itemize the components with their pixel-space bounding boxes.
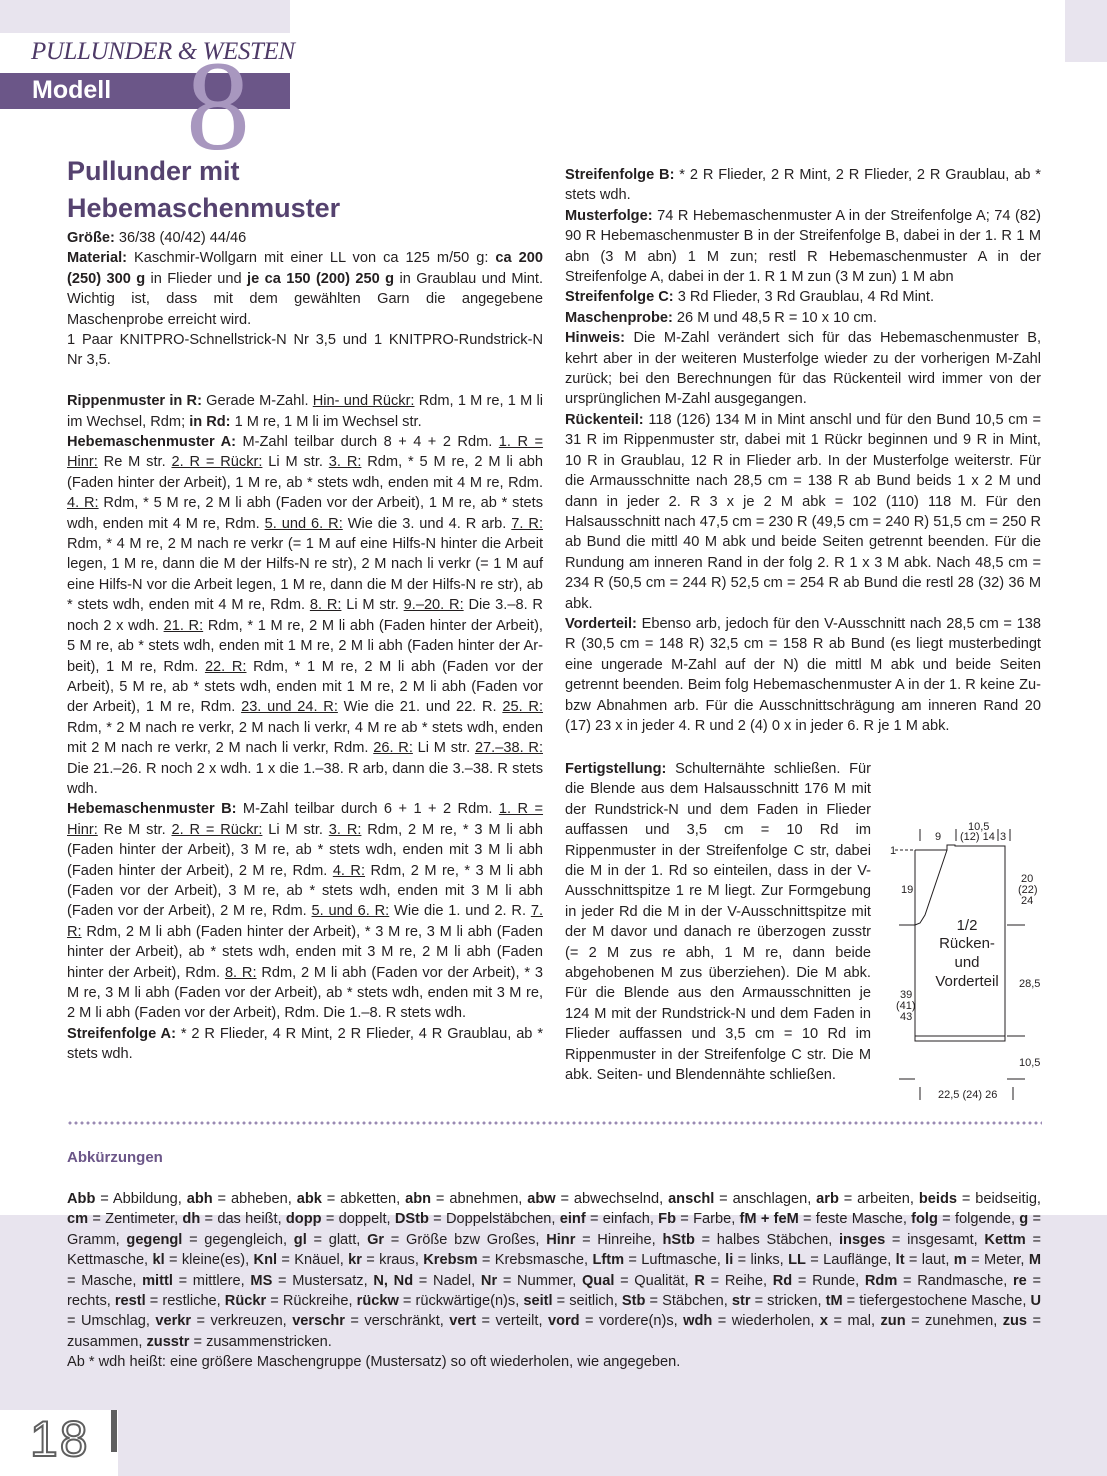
abkuerzung-term: tM <box>825 1293 843 1310</box>
abkuerzung-meaning: = stricken, <box>750 1293 826 1310</box>
abkuerzung-meaning: = Luftmasche, <box>624 1252 726 1269</box>
abkuerzung-item <box>839 1232 984 1248</box>
abkuerzung-term: x <box>819 1313 829 1330</box>
rippenmuster-paragraph: Rippenmuster in R: Gerade M-Zahl. Hin- und Rückr: Rdm, 1 M re, 1 M li im Wechsel, Rdm; in Rd: 1 M re, 1 M li im Wechsel str. <box>67 393 544 430</box>
modell-number: 8 <box>186 35 250 177</box>
abkuerzung-item <box>954 1252 1029 1268</box>
abkuerzung-item <box>880 1313 1002 1329</box>
schematic-label-39: 39 <box>900 989 913 1001</box>
abkuerzung-term: restl <box>114 1293 146 1310</box>
abkuerzung-item <box>582 1273 694 1289</box>
abkuerzung-meaning: = rückwärtige(n)s, <box>398 1293 524 1310</box>
abkuerzung-meaning: = Gramm, <box>67 1211 1041 1248</box>
abkuerzung-item <box>546 1232 662 1248</box>
schematic-label-1: 1 <box>890 845 897 857</box>
abkuerzung-item <box>297 1191 405 1207</box>
abkuerzung-meaning: = Abbildung, <box>95 1191 187 1207</box>
modell-label: Modell <box>32 76 112 104</box>
abkuerzung-item <box>725 1252 788 1268</box>
abkuerzung-item <box>254 1252 349 1268</box>
abkuerzung-item <box>126 1232 293 1248</box>
abkuerzung-item <box>357 1293 524 1309</box>
maschenprobe-paragraph: Maschenprobe: 26 M und 48,5 R = 10 x 10 cm. <box>565 309 877 326</box>
abkuerzung-term: gl <box>293 1231 307 1248</box>
abkuerzung-meaning: = wiederholen, <box>712 1313 820 1330</box>
abkuerzung-item <box>142 1273 250 1289</box>
streifenfolge-a-paragraph: Streifenfolge A: * 2 R Flieder, 4 R Mint, 2 R Flieder, 4 R Graublau, ab * stets wdh. <box>67 1025 543 1063</box>
hebemaschenmuster-b-paragraph: Hebemaschenmuster B: M-Zahl teilbar durch 6 + 1 + 2 Rdm. 1. R = Hinr: Re M str. 2. R = Rückr: Li M str. 3. R: Rdm, 2 M re, * 3 M li abh (Faden hinter der Arbeit), 3 M re, ab * stets wdh, enden mit 3 M li abh (Faden hinter der Arbeit), 2 M re, Rdm. 4. R: Rdm, 2 M re, * 3 M li abh (Faden vor der Arbeit), 3 M re, ab * stets wdh, enden mit 3 M li abh (Faden vor der Arbeit), 2 M re, Rdm. 5. und 6. R: Wie die 1. und 2. R. 7. R: Rdm, 2 M li abh (Faden hinter der Arbeit), * 3 M re, 3 M li abh (Faden hinter der Arbeit), ab * stets wdh, enden mit 3 M re, 2 M li abh (Faden hinter der Arbeit), Rdm. 8. R: Rdm, 2 M li abh (Faden vor der Arbeit), * 3 M re, 3 M li abh (Faden vor der Arbeit), ab * stets wdh, enden mit 3 M re, 2 M li abh (Faden vor der Arbeit), Rdm. Die 1.–8. R stets wdh. <box>67 801 544 1022</box>
abkuerzung-item <box>560 1211 658 1227</box>
page-number-bar <box>111 1410 117 1452</box>
schematic-piece-line-1: 1/2 <box>956 917 978 934</box>
abkuerzung-term: R <box>694 1272 705 1289</box>
title-line-1: Pullunder mit <box>67 156 240 186</box>
abkuerzung-term: mittl <box>142 1272 173 1289</box>
page-number: 18 <box>30 1411 90 1467</box>
right-column <box>565 165 1041 736</box>
abkuerzung-meaning: = laut, <box>904 1252 954 1269</box>
abkuerzung-item <box>395 1211 560 1227</box>
abkuerzungen-footer: Ab * wdh heißt: eine größere Maschengruppe (Mustersatz) so oft wiederholen, wie angegeben. <box>67 1354 681 1371</box>
abkuerzung-meaning: = kraus, <box>361 1252 424 1269</box>
abkuerzung-term: Abb <box>67 1191 96 1207</box>
page-title <box>67 153 340 227</box>
schematic-label-24: 24 <box>1021 895 1034 907</box>
streifenfolge-b-paragraph: Streifenfolge B: * 2 R Flieder, 2 R Mint, 2 R Flieder, 2 R Graublau, ab * stets wdh. <box>565 167 1041 204</box>
abkuerzung-meaning: = Knäuel, <box>277 1252 349 1269</box>
abkuerzung-term: Knl <box>253 1252 278 1269</box>
abkuerzung-meaning: = glatt, <box>306 1231 368 1248</box>
abkuerzung-meaning: = Nadel, <box>413 1272 481 1289</box>
abkuerzung-term: DStb <box>394 1211 429 1228</box>
abkuerzung-term: LL <box>788 1252 806 1269</box>
abkuerzung-item <box>155 1313 292 1329</box>
abkuerzung-term: vert <box>449 1313 477 1330</box>
abkuerzung-item <box>67 1191 187 1207</box>
musterfolge-paragraph: Musterfolge: 74 R Hebemaschenmuster A in der Streifenfolge A; 74 (82) 90 R Hebemaschenmuster B in der Streifenfolge B, dabei in der 1. R 1 M abn (3 M abn) 1 M zun; restl R Hebemaschenmuster A in der Streifenfolge A, dabei in der 1. R 1 M zun (3 M zun) 1 M abn <box>565 207 1041 286</box>
abkuerzung-meaning: = Farbe, <box>676 1211 740 1228</box>
abkuerzung-term: lt <box>895 1252 905 1269</box>
abkuerzung-term: abn <box>405 1191 432 1207</box>
abkuerzung-term: hStb <box>662 1231 695 1248</box>
abkuerzung-meaning: = Größe bzw Großes, <box>384 1231 547 1248</box>
hebemaschenmuster-a-paragraph: Hebemaschenmuster A: M-Zahl teilbar durch 8 + 4 + 2 Rdm. 1. R = Hinr: Re M str. 2. R = Rückr: Li M str. 3. R: Rdm, * 5 M re, 2 M li abh (Faden hinter der Arbeit), 1 M re, ab * stets wdh, enden mit 4 M re, Rdm. 4. R: Rdm, * 5 M re, 2 M li abh (Faden vor der Arbeit), 1 M re, ab * stets wdh, enden mit 4 M re, Rdm. 5. und 6. R: Wie die 3. und 4. R arb. 7. R: Rdm, * 4 M re, 2 M nach re verkr (= 1 M auf eine Hilfs-N hinter die Arbeit legen, 1 M re, dann die M der Hilfs-N re str), 2 M nach li verkr (= 1 M auf eine Hilfs-N vor die Arbeit legen, 1 M re, dann die M der Hilfs-N re str), ab * stets wdh, enden mit 4 M re, Rdm. 8. R: Li M str. 9.–20. R: Die 3.–8. R noch 2 x wdh. 21. R: Rdm, * 1 M re, 2 M li abh (Faden hinter der Arbeit), 5 M re, ab * stets wdh, enden mit 1 M re, 2 M li abh (Faden hinter der Arbeit), 1 M re, Rdm. 22. R: Rdm, * 1 M re, 2 M li abh (Faden vor der Arbeit), 5 M re, ab * stets wdh, enden mit 1 M re, 2 M li abh (Faden vor der Arbeit), 1 M re, Rdm. 23. und 24. R: Wie die 21. und 22. R. 25. R: Rdm, * 2 M nach re verkr, 2 M nach li verkr, 4 M re ab * stets wdh, enden mit 2 M nach re verkr, 2 M nach li verkr, Rdm. 26. R: Li M str. 27.–38. R: Die 21.–26. R noch 2 x wdh. 1 x die 1.–38. R arb, dann die 3.–38. R stets wdh. <box>67 434 544 797</box>
abkuerzung-term: seitl <box>523 1293 553 1310</box>
abkuerzung-term: rückw <box>356 1293 399 1310</box>
abkuerzung-meaning: = Lauflänge, <box>805 1252 896 1269</box>
abkuerzung-term: m <box>953 1252 967 1269</box>
abkuerzung-meaning: = doppelt, <box>321 1211 395 1228</box>
streifenfolge-c-paragraph: Streifenfolge C: 3 Rd Flieder, 3 Rd Graublau, 4 Rd Mint. <box>565 289 935 306</box>
abkuerzung-item <box>740 1211 912 1227</box>
abkuerzung-meaning: = Rückreihe, <box>266 1293 357 1310</box>
abkuerzung-meaning: = beidseitig, <box>956 1191 1041 1207</box>
abkuerzung-item <box>826 1293 1031 1309</box>
abkuerzung-term: abw <box>527 1191 556 1207</box>
abkuerzung-term: str <box>731 1293 751 1310</box>
schematic-label-top-mid2: (12) 14 <box>960 831 995 843</box>
abkuerzung-item <box>662 1232 839 1248</box>
abkuerzung-item <box>668 1191 816 1207</box>
top-band-left <box>0 0 290 33</box>
abkuerzung-term: gegengl <box>126 1231 183 1248</box>
abkuerzung-item <box>146 1334 331 1350</box>
abkuerzung-meaning: = feste Masche, <box>798 1211 912 1228</box>
schematic-piece-line-2: Rücken- <box>939 935 995 952</box>
abkuerzung-item <box>481 1273 582 1289</box>
abkuerzung-meaning: = verschränkt, <box>344 1313 450 1330</box>
abkuerzung-term: Qual <box>581 1272 615 1289</box>
abkuerzung-meaning: = Doppelstäbchen, <box>428 1211 560 1228</box>
abkuerzung-term: g <box>1019 1211 1029 1228</box>
abkuerzung-term: vord <box>547 1313 580 1330</box>
abkuerzung-item <box>527 1191 668 1207</box>
schematic-piece-line-4: Vorderteil <box>935 973 999 990</box>
abkuerzung-term: U <box>1030 1293 1041 1310</box>
abkuerzung-term: abh <box>186 1191 213 1207</box>
abkuerzung-term: kr <box>348 1252 362 1269</box>
abkuerzung-term: li <box>725 1252 734 1269</box>
abkuerzung-item <box>773 1273 865 1289</box>
abkuerzung-meaning: = Randmasche, <box>897 1272 1013 1289</box>
abkuerzung-term: Rdm <box>864 1272 898 1289</box>
abkuerzung-meaning: = zusammenstricken. <box>189 1333 332 1350</box>
abkuerzung-meaning: = restliche, <box>145 1293 225 1310</box>
schematic-label-285: 28,5 <box>1019 978 1041 990</box>
abkuerzung-item <box>67 1211 182 1227</box>
abkuerzung-meaning: = Umschlag, <box>67 1313 156 1330</box>
abkuerzung-term: insges <box>838 1231 886 1248</box>
abkuerzung-meaning: = Qualität, <box>614 1272 695 1289</box>
abkuerzung-term: Nr <box>480 1272 498 1289</box>
abkuerzung-meaning: = Runde, <box>792 1272 865 1289</box>
abkuerzung-item <box>182 1211 285 1227</box>
schematic-label-22: (22) <box>1018 884 1038 896</box>
abkuerzung-term: Krebsm <box>423 1252 478 1269</box>
schematic-label-19: 19 <box>901 884 914 896</box>
abkuerzung-meaning: = Meter, <box>966 1252 1029 1269</box>
abkuerzung-meaning: = zusammen, <box>67 1313 1041 1350</box>
abkuerzungen-items <box>67 1191 1041 1350</box>
abkuerzung-term: verkr <box>155 1313 192 1330</box>
abkuerzung-item <box>250 1273 373 1289</box>
fertigstellung-paragraph: Fertigstellung: Schulternähte schließen. Für die Blende aus dem Halsausschnitt 176 M mit der Rundstrick-N und dem Faden in Flieder auffassen und 3,5 cm = 10 Rd im Rippenmuster in der Streifenfolge C str, dabei die M in der 1. Rd so einteilen, dass in der V-Ausschnittspitze 1 re M liegt. Zur Formgebung in jeder Rd die M in der V-Ausschnittspitze mit der M davor und danach re überzogen zusstr (= 2 M zus re abh, 1 M re, dann beide abgehobenen M zus überziehen). Die M abk. Für die Blende aus den Armausschnitten je 124 M mit der Rundstrick-N und dem Faden in Flieder auffassen und 3,5 cm = 10 Rd im Rippenmuster in der Streifenfolge C str. Die M abk. Seiten- und Blendennähte schließen. <box>565 761 871 1084</box>
dotted-separator <box>67 1120 1042 1126</box>
abkuerzung-meaning: = seitlich, <box>552 1293 622 1310</box>
abkuerzung-item <box>896 1252 954 1268</box>
abkuerzung-meaning: = verkreuzen, <box>191 1313 293 1330</box>
needles-paragraph: 1 Paar KNITPRO-Schnellstrick-N Nr 3,5 und 1 KNITPRO-Rundstrick-N Nr 3,5. <box>67 332 543 369</box>
abkuerzung-item <box>292 1313 449 1329</box>
abkuerzung-meaning: = anschlagen, <box>714 1191 817 1207</box>
abkuerzung-item <box>405 1191 527 1207</box>
abkuerzung-term: re <box>1012 1272 1027 1289</box>
schematic-label-20: 20 <box>1021 873 1034 885</box>
abkuerzung-meaning: = Hinreihe, <box>575 1231 663 1248</box>
abkuerzung-meaning: = rechts, <box>67 1272 1042 1310</box>
abkuerzung-meaning: = abwechselnd, <box>555 1191 669 1207</box>
rueckenteil-paragraph: Rückenteil: 118 (126) 134 M in Mint anschl und für den Bund 10,5 cm = 31 R im Rippenmuster str, dabei mit 1 Rückr beginnen und 9 R in Mint, 10 R in Graublau, 12 R in Flieder arb. In der Musterfolge weiterstr. Für die Armausschnitte nach 28,5 cm = 138 R ab Bund beids 1 x 2 M und dann in jeder 2. R 3 x je 2 M abk = 102 (110) 118 M. Für den Halsausschnitt nach 47,5 cm = 230 R (49,5 cm = 240 R) 51,5 cm = 250 R ab Bund die mittl 40 M abk und beide Seiten getrennt beenden. Für die Rundung am inneren Rand in der folg 2. R 1 x 3 M abk. Nach 48,5 cm = 234 R (50,5 cm = 244 R) 52,5 cm = 254 R ab Bund die restl 28 (32) 36 M abk. <box>565 411 1041 612</box>
abkuerzung-meaning: = kleine(es), <box>164 1252 254 1269</box>
abkuerzung-meaning: = Zentimeter, <box>88 1211 183 1228</box>
abkuerzung-meaning: = abnehmen, <box>431 1191 528 1207</box>
abkuerzung-meaning: = einfach, <box>585 1211 659 1228</box>
abkuerzungen-heading: Abkürzungen <box>67 1149 163 1166</box>
abkuerzung-term: folg <box>911 1211 938 1228</box>
abkuerzung-term: Rd <box>772 1272 793 1289</box>
abkuerzung-meaning: = links, <box>733 1252 789 1269</box>
abkuerzung-term: Gr <box>367 1231 385 1248</box>
abkuerzung-term: MS <box>250 1272 273 1289</box>
material-paragraph: Material: Kaschmir-Wollgarn mit einer LL von ca 125 m/50 g: ca 200 (250) 300 g in Flieder und je ca 150 (200) 250 g in Graublau und Mint. Wichtig ist, dass mit dem gewählten Garn die angegebene Maschenprobe erreicht wird. <box>67 250 543 328</box>
vorderteil-paragraph: Vorderteil: Ebenso arb, jedoch für den V-Ausschnitt nach 28,5 cm = 138 R (30,5 cm = 148 R) 32,5 cm = 158 R ab Bund (es liegt musterbedingt eine ungerade M-Zahl auf der N) die mittl M abk und beide Seiten getrennt beenden. Beim folg Hebemaschenmuster A in der 1. R keine Zu- bzw Abnahmen arb. Für die Ausschnittschrägung am inneren Rand 20 (17) 23 x in jeder 4. R und 2 (4) 0 x in jeder 6. R je 1 M abk. <box>565 615 1041 734</box>
abkuerzung-item <box>225 1293 357 1309</box>
abkuerzung-term: kl <box>152 1252 165 1269</box>
abkuerzung-term: abk <box>296 1191 322 1207</box>
abkuerzung-meaning: = arbeiten, <box>838 1191 919 1207</box>
abkuerzung-item <box>548 1313 683 1329</box>
abkuerzung-item <box>523 1293 622 1309</box>
schematic-label-9: 9 <box>935 831 942 843</box>
abkuerzung-meaning: = Kettmasche, <box>67 1231 1042 1269</box>
section-label: PULLUNDER & WESTEN <box>31 38 295 65</box>
abkuerzung-term: fM + feM <box>739 1211 799 1228</box>
title-line-2: Hebemaschenmuster <box>67 193 341 223</box>
left-column <box>67 228 543 1065</box>
abkuerzung-meaning: = folgende, <box>937 1211 1020 1228</box>
schematic-label-bottom: 22,5 (24) 26 <box>938 1089 998 1101</box>
schematic-label-3: 3 <box>1000 831 1007 843</box>
abkuerzung-meaning: = zunehmen, <box>905 1313 1003 1330</box>
abkuerzung-term: einf <box>559 1211 586 1228</box>
abkuerzung-term: Fb <box>658 1211 677 1228</box>
abkuerzung-meaning: = mittlere, <box>172 1272 251 1289</box>
abkuerzung-item <box>622 1293 732 1309</box>
abkuerzung-item <box>373 1273 481 1289</box>
abkuerzung-item <box>348 1252 423 1268</box>
abkuerzung-meaning: = insgesamt, <box>885 1231 985 1248</box>
abkuerzung-item <box>732 1293 826 1309</box>
abkuerzung-meaning: = abketten, <box>321 1191 406 1207</box>
abkuerzung-item <box>115 1293 225 1309</box>
abkuerzung-term: zun <box>880 1313 906 1330</box>
abkuerzung-item <box>788 1252 896 1268</box>
abkuerzung-item <box>187 1191 297 1207</box>
hinweis-paragraph: Hinweis: Die M-Zahl verändert sich für das Hebemaschenmuster B, kehrt aber in der weiteren Musterfolge wieder zu der vorherigen M-Zahl zurück; bei den Berechnungen für das Rückenteil wird immer von der ursprünglichen M-Zahl ausgegangen. <box>565 330 1041 408</box>
abkuerzung-meaning: = Mustersatz, <box>272 1272 374 1289</box>
abkuerzung-meaning: = halbes Stäbchen, <box>694 1231 839 1248</box>
abkuerzung-term: verschr <box>292 1313 345 1330</box>
abkuerzung-meaning: = Masche, <box>67 1272 143 1289</box>
abkuerzung-term: M <box>1028 1252 1042 1269</box>
abkuerzung-item <box>658 1211 739 1227</box>
abkuerzung-item <box>152 1252 253 1268</box>
abkuerzung-meaning: = vordere(n)s, <box>579 1313 684 1330</box>
schematic-label-top-mid: 10,5 <box>968 821 990 833</box>
abkuerzung-term: Hinr <box>546 1231 576 1248</box>
abkuerzung-item <box>449 1313 548 1329</box>
abkuerzung-term: Lftm <box>592 1252 625 1269</box>
abkuerzung-item <box>919 1191 1041 1207</box>
abkuerzung-term: anschl <box>668 1191 715 1207</box>
abkuerzung-term: Stb <box>621 1293 646 1310</box>
garment-schematic <box>885 815 1045 1105</box>
schematic-label-105: 10,5 <box>1019 1057 1041 1069</box>
abkuerzung-meaning: = Stäbchen, <box>645 1293 732 1310</box>
abkuerzung-meaning: = verteilt, <box>476 1313 548 1330</box>
abkuerzung-term: N, Nd <box>373 1272 414 1289</box>
fertigstellung-column <box>565 759 871 1086</box>
schematic-label-41: (41) <box>896 1000 916 1012</box>
abkuerzung-term: dopp <box>285 1211 322 1228</box>
abkuerzung-term: Kettm <box>984 1231 1026 1248</box>
abkuerzung-term: arb <box>816 1191 839 1207</box>
abkuerzung-meaning: = Reihe, <box>704 1272 773 1289</box>
abkuerzung-item <box>694 1273 772 1289</box>
abkuerzung-meaning: = Krebsmasche, <box>477 1252 593 1269</box>
abkuerzung-term: dh <box>182 1211 201 1228</box>
abkuerzung-item <box>911 1211 1019 1227</box>
abkuerzung-item <box>286 1211 395 1227</box>
abkuerzung-item <box>423 1252 592 1268</box>
schematic-label-43: 43 <box>900 1011 913 1023</box>
abkuerzung-item <box>592 1252 725 1268</box>
abkuerzung-meaning: = gegengleich, <box>182 1231 294 1248</box>
abkuerzung-term: cm <box>67 1211 89 1228</box>
abkuerzung-item <box>816 1191 919 1207</box>
abkuerzung-term: wdh <box>683 1313 713 1330</box>
abkuerzung-meaning: = tiefergestochene Masche, <box>842 1293 1031 1310</box>
groesse-paragraph: Größe: 36/38 (40/42) 44/46 <box>67 230 247 246</box>
schematic-neckline <box>915 850 947 925</box>
abkuerzung-item <box>683 1313 820 1329</box>
abkuerzung-item <box>367 1232 546 1248</box>
top-band-right <box>1065 0 1107 62</box>
abkuerzung-meaning: = das heißt, <box>200 1211 286 1228</box>
abkuerzung-item <box>820 1313 881 1329</box>
abkuerzungen-list <box>67 1189 1041 1373</box>
abkuerzung-meaning: = Nummer, <box>497 1272 582 1289</box>
abkuerzung-meaning: = abheben, <box>212 1191 297 1207</box>
abkuerzung-meaning: = mal, <box>828 1313 881 1330</box>
abkuerzung-term: beids <box>918 1191 957 1207</box>
abkuerzung-term: zusstr <box>146 1333 190 1350</box>
abkuerzung-term: zus <box>1002 1313 1028 1330</box>
abkuerzung-item <box>865 1273 1013 1289</box>
abkuerzung-term: Rückr <box>224 1293 267 1310</box>
abkuerzung-item <box>294 1232 367 1248</box>
schematic-piece-line-3: und <box>954 954 980 971</box>
